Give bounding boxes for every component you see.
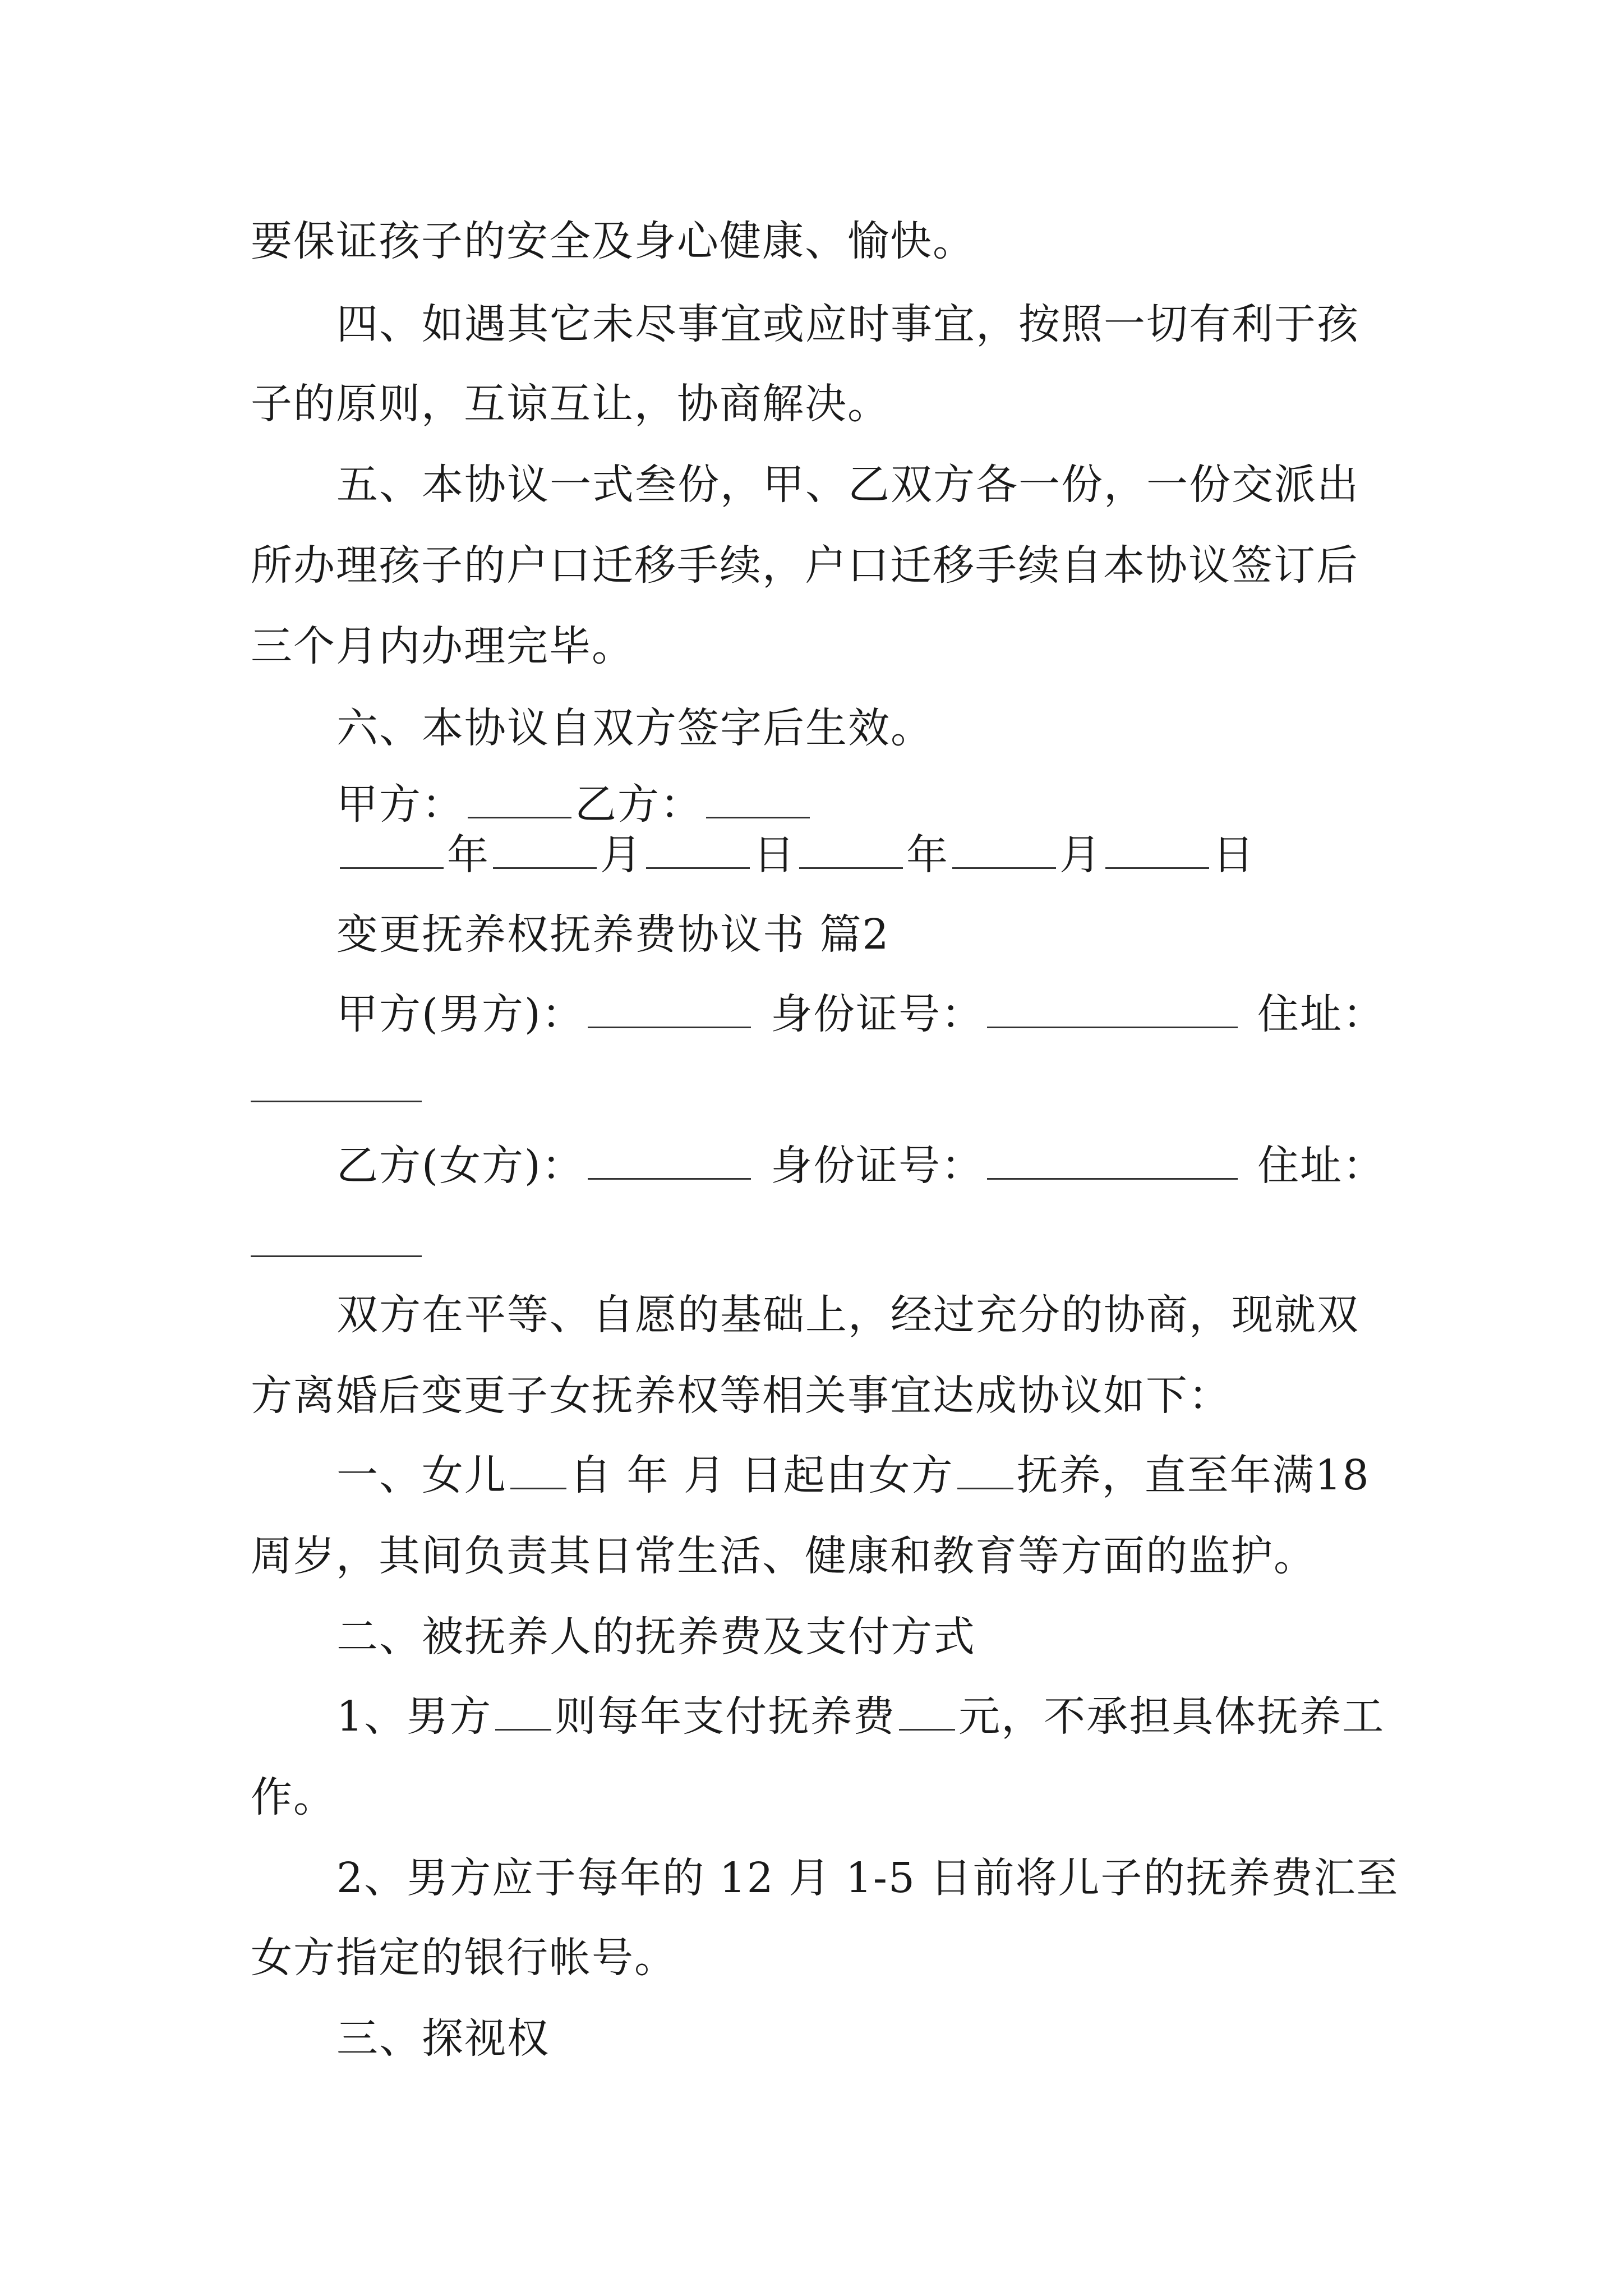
paragraph-line: 2、男方应于每年的 12 月 1-5 日前将儿子的抚养费汇至: [336, 1854, 1399, 1902]
father-name-blank[interactable]: [495, 1692, 551, 1731]
paragraph-line: 要保证孩子的安全及身心健康、愉快。: [251, 217, 975, 265]
party-a-sign-blank[interactable]: [468, 780, 571, 818]
year-label: 年: [447, 831, 490, 879]
paragraph-line: 双方在平等、自愿的基础上，经过充分的协商，现就双: [336, 1291, 1359, 1339]
party-a-id-blank[interactable]: [987, 990, 1238, 1028]
daughter-name-blank[interactable]: [510, 1451, 566, 1489]
clause-1-part-a: 一、女儿: [336, 1451, 507, 1499]
month-label: 月: [600, 831, 643, 879]
paragraph-line: 五、本协议一式叁份，甲、乙双方各一份，一份交派出: [336, 461, 1359, 509]
paragraph-line: 子的原则，互谅互让，协商解决。: [251, 380, 890, 428]
party-b-sign-blank[interactable]: [706, 780, 810, 818]
party-b-addr-label: 住址：: [1257, 1142, 1385, 1190]
year-label-2: 年: [906, 831, 949, 879]
month-blank-2[interactable]: [952, 830, 1056, 869]
day-blank[interactable]: [646, 830, 750, 869]
party-a-addr-label: 住址：: [1257, 990, 1385, 1038]
paragraph-line: 三、探视权: [336, 2014, 550, 2063]
month-label-2: 月: [1059, 831, 1102, 879]
party-a-label: 甲方(男方)：: [336, 990, 584, 1038]
party-b-name-blank[interactable]: [588, 1141, 751, 1180]
year-blank[interactable]: [340, 830, 444, 869]
party-a-sign-label: 甲方：: [336, 780, 464, 829]
paragraph-line: 所办理孩子的户口迁移手续，户口迁移手续自本协议签订后: [251, 541, 1359, 590]
paragraph-line: 方离婚后变更子女抚养权等相关事宜达成协议如下：: [251, 1372, 1231, 1420]
clause-2-1-part-b: 则每年支付抚养费: [555, 1692, 896, 1741]
party-a-info-line: [336, 987, 1385, 1041]
party-a-address-blank[interactable]: [251, 1101, 422, 1102]
clause-2-1-part-a: 1、男方: [336, 1692, 492, 1741]
party-b-info-line: [336, 1139, 1385, 1193]
paragraph-line: 六、本协议自双方签字后生效。: [336, 704, 933, 752]
paragraph-line: 二、被抚养人的抚养费及支付方式: [336, 1613, 976, 1661]
day-label: 日: [753, 831, 796, 879]
party-b-label: 乙方(女方)：: [336, 1142, 584, 1190]
paragraph-line: 作。: [251, 1773, 336, 1821]
clause-2-1-part-c: 元，不承担具体抚养工: [958, 1692, 1385, 1741]
party-b-sign-label: 乙方：: [575, 780, 703, 829]
party-b-id-blank[interactable]: [987, 1141, 1238, 1180]
section-title: 变更抚养权抚养费协议书 篇2: [336, 910, 890, 959]
paragraph-line: 三个月内办理完毕。: [251, 622, 634, 670]
party-a-name-blank[interactable]: [588, 990, 751, 1028]
signature-line: [336, 777, 1385, 831]
day-blank-2[interactable]: [1105, 830, 1209, 869]
party-a-id-label: 身份证号：: [771, 990, 984, 1038]
amount-blank[interactable]: [899, 1692, 955, 1731]
paragraph-line: 女方指定的银行帐号。: [251, 1934, 677, 1982]
clause-1-part-c: 抚养，直至年满18: [1016, 1451, 1370, 1499]
paragraph-line: 周岁，其间负责其日常生活、健康和教育等方面的监护。: [251, 1532, 1316, 1580]
clause-1-line: [336, 1448, 1385, 1502]
party-b-address-blank[interactable]: [251, 1255, 422, 1257]
month-blank[interactable]: [493, 830, 597, 869]
custodian-blank[interactable]: [957, 1451, 1013, 1489]
party-b-id-label: 身份证号：: [771, 1142, 984, 1190]
paragraph-line: 四、如遇其它未尽事宜或应时事宜，按照一切有利于孩: [336, 300, 1359, 348]
clause-1-part-b: 自 年 月 日起由女方: [570, 1451, 954, 1499]
date-line: [336, 828, 1385, 882]
day-label-2: 日: [1212, 831, 1255, 879]
year-blank-2[interactable]: [799, 830, 903, 869]
clause-2-1-line: [336, 1690, 1385, 1743]
